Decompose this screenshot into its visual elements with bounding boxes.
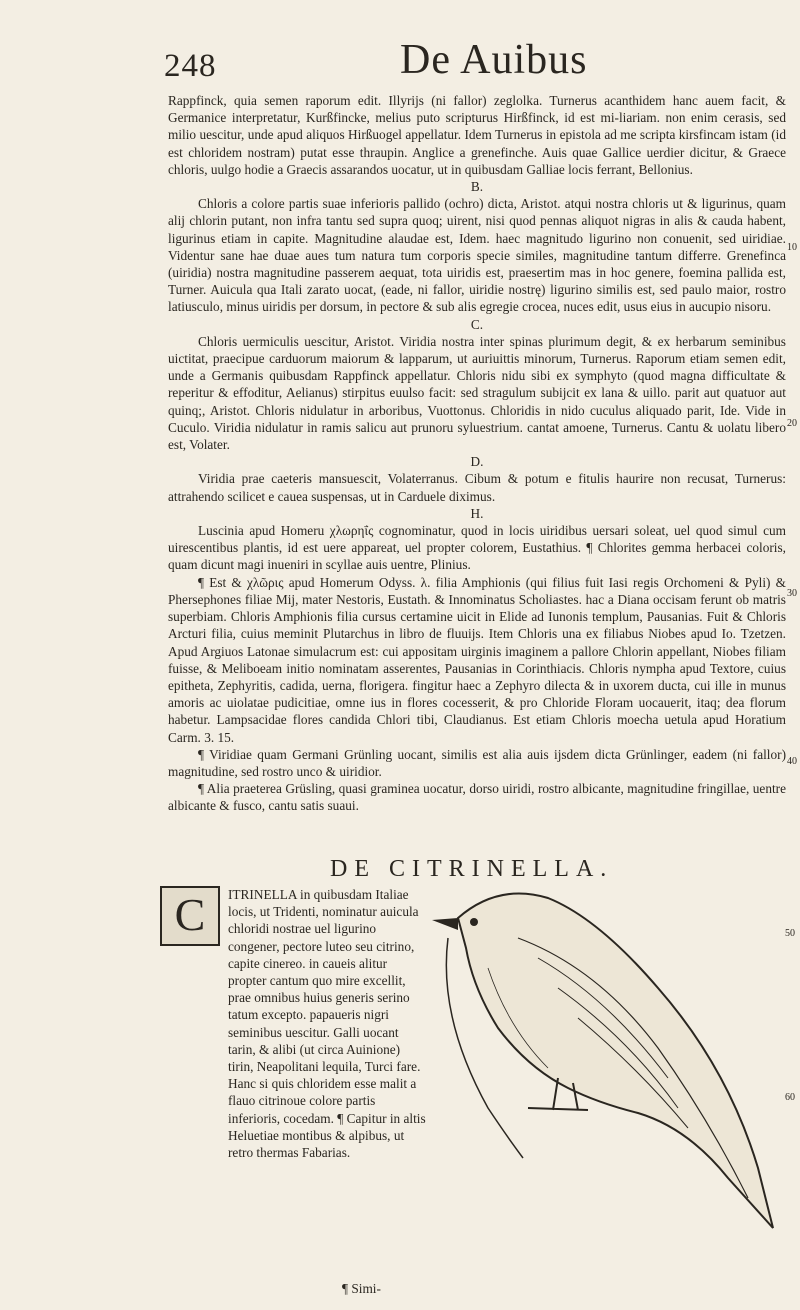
citrinella-heading: DE CITRINELLA.: [330, 856, 614, 882]
paragraph-rappfinck: Rappfinck, quia semen raporum edit. Illyrijs (ni fallor) zeglolka. Turnerus acanthidem hanc auem facit, & Germanice interpretatur, Kurßfincke, melius puto scripturus Hirßfinck, id est mi-liariam. non enim cerasis, sed milio uescitur, unde apud aliquos Hirßuogel appellatur. Idem Turnerus in epistola ad me scripta kirsfincam istam (id est chloridem nostram) putat esse thraupin. Anglice a grenefinche. Auis quae Gallice uerdier dicitur, & Graece chloris, uulgo hodie a Graecis assarandos uocatur, ut in quibusdam Galliae locis ferrant, Bellonius.: [168, 93, 786, 177]
margin-number: 20: [787, 418, 797, 429]
paragraph-chloris-myth: ¶ Est & χλῶρις apud Homerum Odyss. λ. filia Amphionis (qui filius fuit Iasi regis Orchomeni & Pyli) & Phersephones filiae Mij, mater Nestoris, Eustath. & Innominatus Scholiastes. hac a Diana occisam ferunt ob matris superbiam. Chloris Amphionis filia cursus certamine uicit in Elide ad Iunonis templum, Pausanias. Fuit & Chloris Arcturi filia, cuius meminit Plutarchus in libro de fluuijs. Item Chloris una ex filiabus Niobes apud Io. Tzetzen. Apud Argiuos Latonae simulacrum est: cui appositam uirginis imaginem a pallore Chlorin appellant, Niobes filiam fuisse, & Meliboeam initio nominatam asserentes, Pausanias in Corinthiacis. Chloris nympha apud Textore, cuius epitheta, Zephyritis, cadida, uerna, florigera. fingitur haec a Zephyro dilecta & in uxorem ducta, cui ille in munus amoris ac uiolatae pudicitiae, omne ius in flores cocesserit, & pro Chloride Floram uocauerit, itaq; dea florum habetur. Lampsacidae flores candida Chlori tibi, Claudianus. Est etiam Chloris moecha uetula apud Horatium Carm. 3. 15.: [168, 574, 786, 745]
section-letter-b: B.: [470, 179, 484, 195]
paragraph-chloris-food: Chloris uermiculis uescitur, Aristot. Viridia nostra inter spinas plurimum degit, & ex herbarum seminibus uictitat, praecipue carduorum maiorum & lapparum, ut auriuittis minorum, Turnerus. Raporum etiam semen edit, unde a Germanis quibusdam Rappfinck appellatur. Chloris nidu sibi ex symphyto (quod magna difficultate & reperitur & effoditur, Aelianus) stirpitus euulso facit: sed stragulum subijcit ex lana & uillo. parit aut quatuor aut quinq;, Aristot. Chloris nidulatur in arboribus, Vuottonus. Chloridis in nido cuculus aliquado parit, Ide. Vide in Cuculo. Viridia nidulatur in ramis salicu aut prunoru syluestrium. cantat amoene, Turnerus. Cantu & uolatu libero est, Volater.: [168, 333, 786, 453]
paragraph-grunling: ¶ Viridiae quam Germani Grünling uocant, similis est alia auis ijsdem dicta Grünlinger, eadem (ni fallor) magnitudine, sed rostro unco & uiridior.: [168, 746, 786, 779]
margin-number: 10: [787, 242, 797, 253]
paragraph-luscinia: Luscinia apud Homeru χλωρηΐς cognominatur, quod in locis uiridibus uersari soleat, uel quod simul cum uirescentibus plantis, id est uere appareat, uel propter colorem, Eustathius. ¶ Chlorites gemma herbacei coloris, quam dicunt magi inueniri in scyllae auis uentre, Plinius.: [168, 523, 786, 573]
section-letter-c: C.: [470, 316, 484, 332]
decorated-initial: C: [160, 886, 220, 946]
running-title: De Auibus: [400, 37, 588, 83]
section-letter-h: H.: [470, 505, 484, 521]
page-number: 248: [164, 48, 217, 84]
citrinella-paragraph: ITRINELLA in quibusdam Italiae locis, ut Tridenti, nominatur auicula chloridi nostrae uel ligurino congener, pectore luteo seu citrino, capite cinereo. in caueis alitur propter cantum quo mire excellit, prae omnibus huius generis serino tatum excepto. papaueris nigri seminibus uescitur. Galli uocant tarin, & alibi (ut circa Auinione) tirin, Neapolitani lequila, Turci fare. Hanc si quis chloridem esse malit a flauo citrinoue colore partis inferioris, cocedam. ¶ Capitur in altis Heluetiae montibus & alpibus, ut retro thermas Fabarias.: [228, 887, 426, 1161]
citrinella-woodcut: [428, 878, 778, 1230]
paragraph-viridia-tame: Viridia prae caeteris mansuescit, Volaterranus. Cibum & potum e fitulis haurire non recusat, Turnerus: attrahendo scilicet e cauea suspensas, ut in Carduele diximus.: [168, 471, 786, 504]
catchword: ¶ Simi-: [342, 1281, 381, 1296]
margin-number: 60: [785, 1092, 795, 1103]
section-letter-d: D.: [470, 454, 484, 470]
margin-number: 30: [787, 588, 797, 599]
paragraph-grusling: ¶ Alia praeterea Grüsling, quasi graminea uocatur, dorso uiridi, rostro albicante, magnitudine fringillae, uentre albicante & fusco, cantu satis suaui.: [168, 781, 786, 814]
paragraph-chloris-color: Chloris a colore partis suae inferioris pallido (ochro) dicta, Aristot. atqui nostra chloris ut & ligurinus, quam alij chlorin putant, non infra tantu sed supra quoq; uirent, nisi quod pennas aliquot nigras in alis & cauda habent, ligurinus etiam in capite. Magnitudine alaudae est, Idem. haec magnitudo ligurino non conuenit, sed uiridiae. Videntur sane hae duae aues tum natura tum corporis specie similes, magnitudine tantum differre. Grenefinca (uiridia) nostra magnitudine passerem aequat, tota uiridis est, praesertim mas in hoc genere, foemina pallida est, Turner. Auicula qua Itali zarato uocat, (eade, ni fallor, uiridie nostrę) ligurino similis est, sed paulo maior, rostro latiusculo, minus uiridis per dorsum, in pectore & sub alis egregie crocea, nuces edit, usus eius in aucupio nisoru.: [168, 196, 786, 315]
citrinella-text-column: [168, 886, 426, 1161]
main-text-column: [168, 92, 786, 815]
margin-number: 40: [787, 756, 797, 767]
margin-number: 50: [785, 928, 795, 939]
